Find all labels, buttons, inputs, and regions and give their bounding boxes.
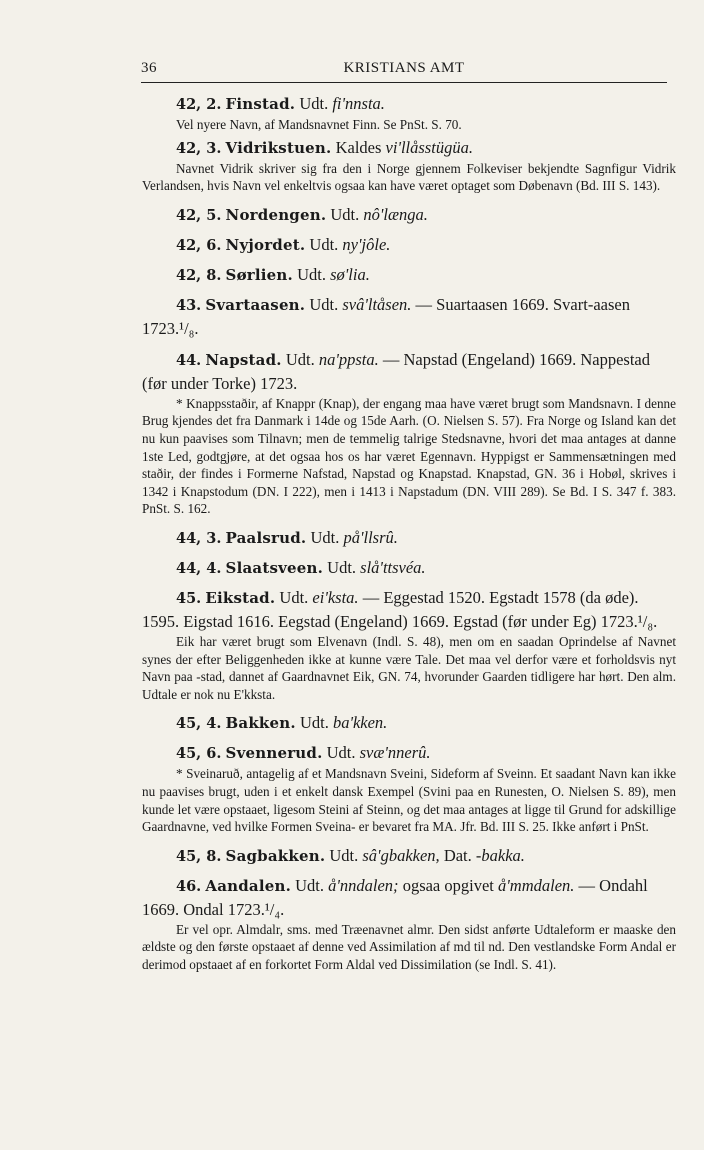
content — [142, 92, 676, 975]
note: * Sveinaruð, antagelig af et Mandsnavn Sveini, Sideform af Sveinn. Et saadant Navn kan ikke nu paavises brugt, uden i et enkelt dansk Exempel (Svini paa en Runesten, O. Nielsen S. 89), men kunde let være opstaaet, ligesom Steini af Steinn, og det maa antages at ligge til Grund for adskillige Gaardnavne, ved hvilke Formen Sveina- er bevaret fra MA. Jfr. Bd. III S. 25. Ikke anført i PnSt. — [142, 766, 676, 835]
note: Vel nyere Navn, af Mandsnavnet Finn. Se PnSt. S. 70. — [176, 117, 462, 132]
entry-sagbakken: 45, 8. Sagbakken. Udt. sâ'gbakken, Dat. -bakka. — [176, 845, 525, 865]
entry-slaatsveen: 44, 4. Slaatsveen. Udt. slå'ttsvéa. — [176, 557, 426, 577]
entry-eikstad: 45. Eikstad. Udt. ei'ksta. — Eggestad 1520. Egstadt 1578 (da øde). 1595. Eigstad 1616. Eegstad (Engeland) 1669. Egstad (før under Eg) 1723.¹/₈. — [142, 587, 658, 631]
note: * Knappsstaðir, af Knappr (Knap), der engang maa have været brugt som Mandsnavn. I denne Brug kjendes det fra Danmark i 14de og 15de Aarh. (O. Nielsen S. 57). Fra Norge og Island kan det nu kun paavises som Tilnavn; men de temmelig talrige Stedsnavne, hvori det maa antages at danne 1ste Led, godtgjøre, at det ogsaa hos os har været Egennavn. Hyppigst er Sammensætningen med staðir, der findes i Formerne Nafstad, Napstad og Knapstad. Knapstad, GN. 36 i Hobøl, skrives i 1342 i Knapstodum (DN. I 222), men i 1413 i Napstadum (DN. VIII 289). Se Bd. I S. 347 f. 383. PnSt. S. 162. — [142, 395, 676, 517]
entry-paalsrud: 44, 3. Paalsrud. Udt. på'llsrû. — [176, 527, 398, 547]
entry-napstad: 44. Napstad. Udt. na'ppsta. — Napstad (Engeland) 1669. Nappestad (før under Torke) 1723. — [142, 349, 650, 393]
entry-finstad: 42, 2. Finstad. Udt. fi'nnsta. — [176, 94, 385, 113]
note: Eik har været brugt som Elvenavn (Indl. S. 48), men om en saadan Oprindelse af Navnet synes der efter Beliggenheden ikke at kunne være Tale. Det maa vel derfor være et forholdsvis nyt Navn paa -stad, dannet af Gaardnavnet Eik, GN. 74, hvorunder Gaarden tidligere har hørt. Den alm. Udtale er nok nu E'kksta. — [142, 633, 676, 702]
entry-svennerud: 45, 6. Svennerud. Udt. svæ'nnerû. — [176, 743, 431, 763]
entry-nyjordet: 42, 6. Nyjordet. Udt. ny'jôle. — [176, 234, 391, 254]
entry-svartaasen: 43. Svartaasen. Udt. svâ'ltåsen. — Suartaasen 1669. Svart-aasen 1723.¹/₈. — [142, 294, 630, 338]
page-title: KRISTIANS AMT — [343, 60, 465, 76]
entry-vidrikstuen: 42, 3. Vidrikstuen. Kaldes vi'llåsstügüa. — [176, 137, 473, 157]
note: Navnet Vidrik skriver sig fra den i Norge gjennem Folkeviser bekjendte Sagnfigur Vidrik Verlandsen, hvis Navn vel enkeltvis ogsaa kan have været optaget som Døbenavn (Bd. III S. 143). — [142, 160, 676, 194]
entry-nordengen: 42, 5. Nordengen. Udt. nô'længa. — [176, 204, 428, 224]
page-header — [141, 58, 667, 83]
entry-bakken: 45, 4. Bakken. Udt. ba'kken. — [176, 713, 388, 733]
entry-sorlien: 42, 8. Sørlien. Udt. sø'lia. — [176, 264, 370, 284]
note: Er vel opr. Almdalr, sms. med Træenavnet almr. Den sidst anførte Udtaleform er maaske den ældste og den første opstaaet af denne ved Assimilation af md til nd. Den vestlandske Form Andal er derimod opstaaet af en forkortet Form Aldal ved Dissimilation (se Indl. S. 41). — [142, 921, 676, 972]
entry-aandalen: 46. Aandalen. Udt. å'nndalen; ogsaa opgivet å'mmdalen. — Ondahl 1669. Ondal 1723.¹/₄. — [142, 875, 648, 919]
page-number: 36 — [141, 60, 157, 76]
